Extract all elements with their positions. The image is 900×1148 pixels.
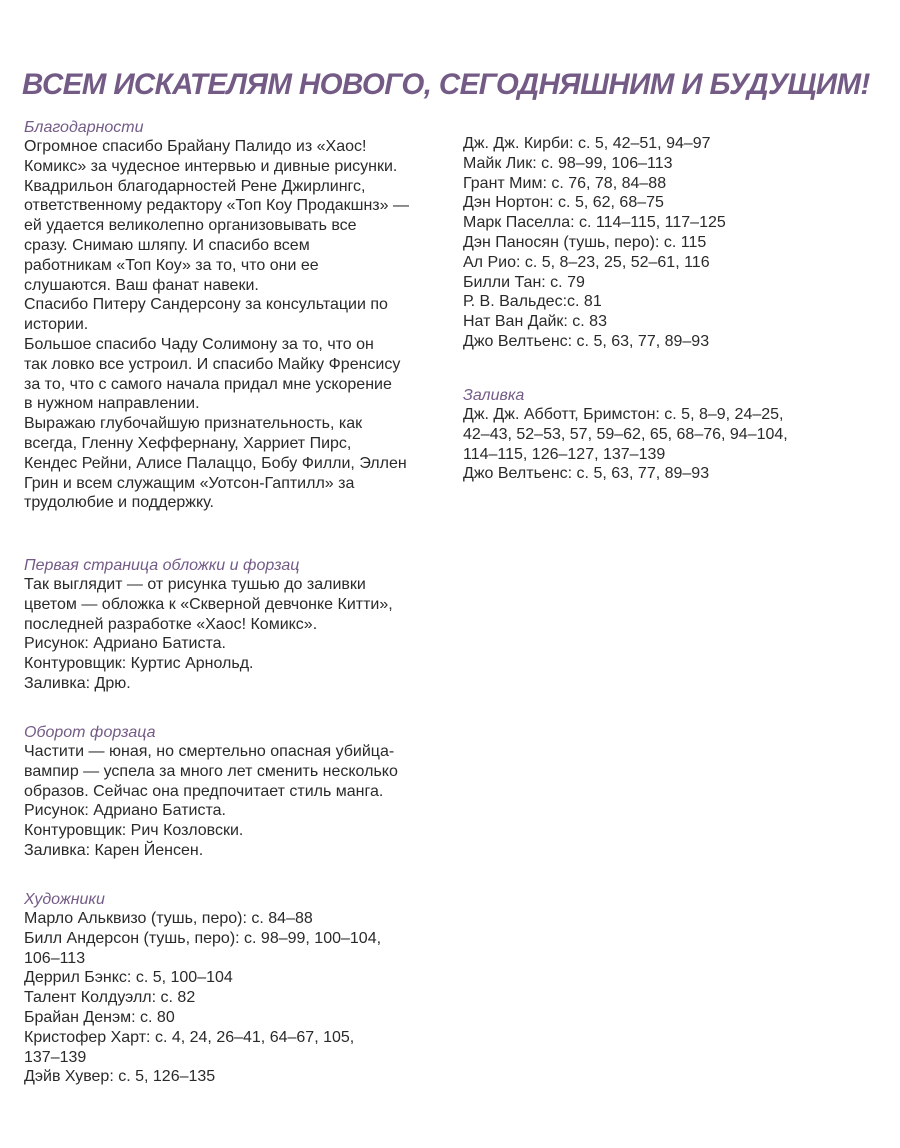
coloring-heading: Заливка	[463, 387, 525, 404]
first-page-heading: Первая страница обложки и форзац	[24, 557, 300, 574]
artist-credit: Майк Лик: с. 98–99, 106–113	[463, 154, 673, 172]
artist-credit: 137–139	[24, 1048, 87, 1066]
text-line: цветом — обложка к «Скверной девчонке Китти»,	[24, 595, 393, 613]
text-line: ей удается великолепно организовывать все	[24, 217, 357, 235]
text-line: вампир — успела за много лет сменить несколько	[24, 762, 398, 780]
artist-credit: Р. В. Вальдес:с. 81	[463, 293, 602, 311]
artist-credit: Джо Велтьенс: с. 5, 63, 77, 89–93	[463, 332, 710, 350]
text-line: трудолюбие и поддержку.	[24, 494, 214, 512]
artist-credit: Дэн Паносян (тушь, перо): с. 115	[463, 233, 707, 251]
text-line: образов. Сейчас она предпочитает стиль манга.	[24, 782, 384, 800]
text-line: Большое спасибо Чаду Солимону за то, что он	[24, 335, 374, 353]
text-line: в нужном направлении.	[24, 395, 200, 413]
coloring-credit: Джо Велтьенс: с. 5, 63, 77, 89–93	[463, 465, 710, 483]
artists-continued-section	[463, 134, 883, 352]
artist-credit: Брайан Денэм: с. 80	[24, 1008, 175, 1026]
artist-credit: Кристофер Харт: с. 4, 24, 26–41, 64–67, 105,	[24, 1028, 355, 1046]
text-line: Заливка: Дрю.	[24, 674, 131, 692]
text-line: последней разработке «Хаос! Комикс».	[24, 615, 318, 633]
text-line: Рисунок: Адриано Батиста.	[24, 635, 226, 653]
artist-credit: Нат Ван Дайк: с. 83	[463, 313, 607, 331]
acknowledgements-body	[24, 137, 454, 513]
endpaper-back-section	[24, 724, 454, 861]
artist-credit: Марло Альквизо (тушь, перо): с. 84–88	[24, 910, 313, 927]
text-line: Грин и всем служащим «Уотсон-Гаптилл» за	[24, 474, 355, 492]
text-line: работникам «Топ Коу» за то, что они ее	[24, 256, 319, 274]
text-line: истории.	[24, 316, 89, 334]
artists-section	[24, 891, 454, 1087]
artist-credit: Грант Мим: с. 76, 78, 84–88	[463, 174, 667, 192]
artist-credit: Дж. Дж. Кирби: с. 5, 42–51, 94–97	[463, 135, 711, 152]
text-line: слушаются. Ваш фанат навеки.	[24, 276, 259, 294]
text-line: Частити — юная, но смертельно опасная убийца-	[24, 743, 395, 760]
endpaper-back-heading: Оборот форзаца	[24, 724, 156, 741]
text-line: Огромное спасибо Брайану Палидо из «Хаос!	[24, 138, 367, 155]
text-line: Контуровщик: Куртис Арнольд.	[24, 655, 254, 673]
artists-heading: Художники	[24, 891, 105, 908]
artist-credit: Марк Паселла: с. 114–115, 117–125	[463, 214, 726, 232]
artist-credit: 106–113	[24, 949, 86, 967]
artist-credit: Дэйв Хувер: с. 5, 126–135	[24, 1068, 216, 1086]
coloring-credit: 114–115, 126–127, 137–139	[463, 445, 666, 463]
coloring-credit: Дж. Дж. Абботт, Бримстон: с. 5, 8–9, 24–25,	[463, 406, 784, 423]
text-line: всегда, Гленну Хеффернану, Харриет Пирс,	[24, 434, 352, 452]
text-line: Комикс» за чудесное интервью и дивные рисунки.	[24, 157, 398, 175]
text-line: за то, что с самого начала придал мне ускорение	[24, 375, 392, 393]
artist-credit: Билли Тан: с. 79	[463, 273, 585, 291]
coloring-credit: 42–43, 52–53, 57, 59–62, 65, 68–76, 94–104,	[463, 425, 788, 443]
artist-credit: Дэн Нортон: с. 5, 62, 68–75	[463, 194, 664, 212]
text-line: ответственному редактору «Топ Коу Продакшнз» —	[24, 197, 409, 215]
text-line: Выражаю глубочайшую признательность, как	[24, 415, 363, 433]
page-title: ВСЕМ ИСКАТЕЛЯМ НОВОГО, СЕГОДНЯШНИМ И БУДУЩИМ!	[22, 68, 870, 101]
artist-credit: Талент Колдуэлл: с. 82	[24, 989, 196, 1007]
text-line: Квадрильон благодарностей Рене Джирлингс,	[24, 177, 366, 195]
text-line: Спасибо Питеру Сандерсону за консультации по	[24, 296, 388, 314]
text-line: Контуровщик: Рич Козловски.	[24, 822, 244, 840]
text-line: Заливка: Карен Йенсен.	[24, 841, 204, 859]
coloring-section	[463, 387, 883, 484]
text-line: так ловко все устроил. И спасибо Майку Френсису	[24, 355, 401, 373]
artist-credit: Деррил Бэнкс: с. 5, 100–104	[24, 969, 233, 987]
artist-credit: Ал Рио: с. 5, 8–23, 25, 52–61, 116	[463, 253, 710, 271]
text-line: Рисунок: Адриано Батиста.	[24, 802, 226, 820]
acknowledgements-section	[24, 119, 454, 513]
acknowledgements-heading: Благодарности	[24, 119, 144, 136]
artist-credit: Билл Андерсон (тушь, перо): с. 98–99, 100–104,	[24, 929, 382, 947]
text-line: сразу. Снимаю шляпу. И спасибо всем	[24, 236, 310, 254]
first-page-section	[24, 557, 454, 694]
text-line: Кендес Рейни, Алисе Палаццо, Бобу Филли, Эллен	[24, 454, 407, 472]
text-line: Так выглядит — от рисунка тушью до заливки	[24, 576, 366, 593]
